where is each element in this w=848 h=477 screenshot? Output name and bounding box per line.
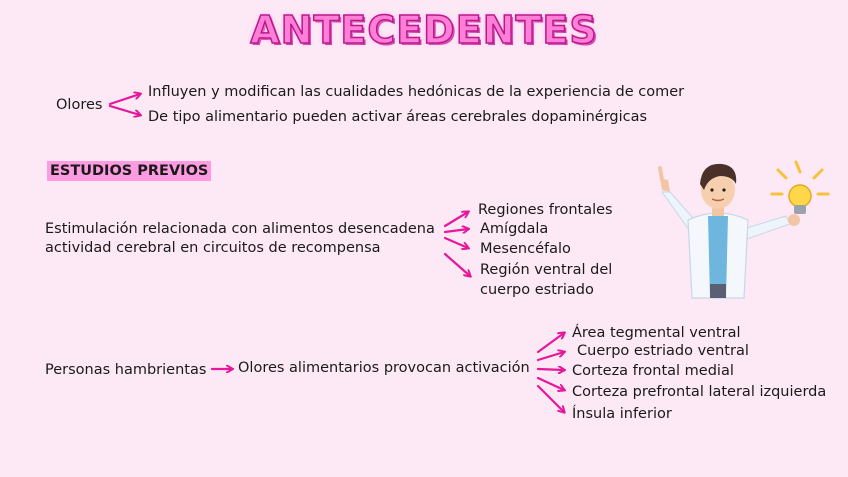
estimulacion-item-5: cuerpo estriado [480,282,594,298]
scientist-illustration [648,150,833,300]
estimulacion-item-1: Regiones frontales [478,202,613,218]
estimulacion-line-1: Estimulación relacionada con alimentos desencadena [45,221,435,237]
lightbulb-icon [789,185,811,214]
estimulacion-item-4: Región ventral del [480,262,613,278]
estimulacion-item-2: Amígdala [480,221,549,237]
estimulacion-line-2: actividad cerebral en circuitos de recompensa [45,240,381,256]
section-heading: ESTUDIOS PREVIOS [47,161,211,181]
hambrientas-middle: Olores alimentarios provocan activación [238,360,530,376]
olores-label: Olores [56,97,103,113]
olores-item-1: Influyen y modifican las cualidades hedónicas de la experiencia de comer [148,84,685,100]
olores-item-2: De tipo alimentario pueden activar áreas cerebrales dopaminérgicas [148,109,648,125]
hambrientas-item-2: Cuerpo estriado ventral [577,343,749,359]
arrow-est-4 [445,254,470,276]
hambrientas-item-1: Área tegmental ventral [572,325,741,341]
arrow-est-1 [445,212,468,226]
hambrientas-item-5: Ínsula inferior [572,406,672,422]
hambrientas-item-3: Corteza frontal medial [572,363,734,379]
arrow-olores-2 [110,106,140,115]
arrow-hamb-2 [538,352,564,360]
arrow-hamb-5 [538,386,564,412]
arrow-hamb-1 [538,333,564,352]
hambrientas-label: Personas hambrientas [45,362,207,378]
arrow-est-3 [445,238,468,248]
arrow-hamb-3 [538,369,564,370]
arrow-olores-1 [110,94,140,104]
arrow-est-2 [445,229,468,232]
hambrientas-item-4: Corteza prefrontal lateral izquierda [572,384,827,400]
estimulacion-item-3: Mesencéfalo [480,241,571,257]
arrow-hamb-4 [538,378,564,390]
page-title: ANTECEDENTES [250,8,598,52]
